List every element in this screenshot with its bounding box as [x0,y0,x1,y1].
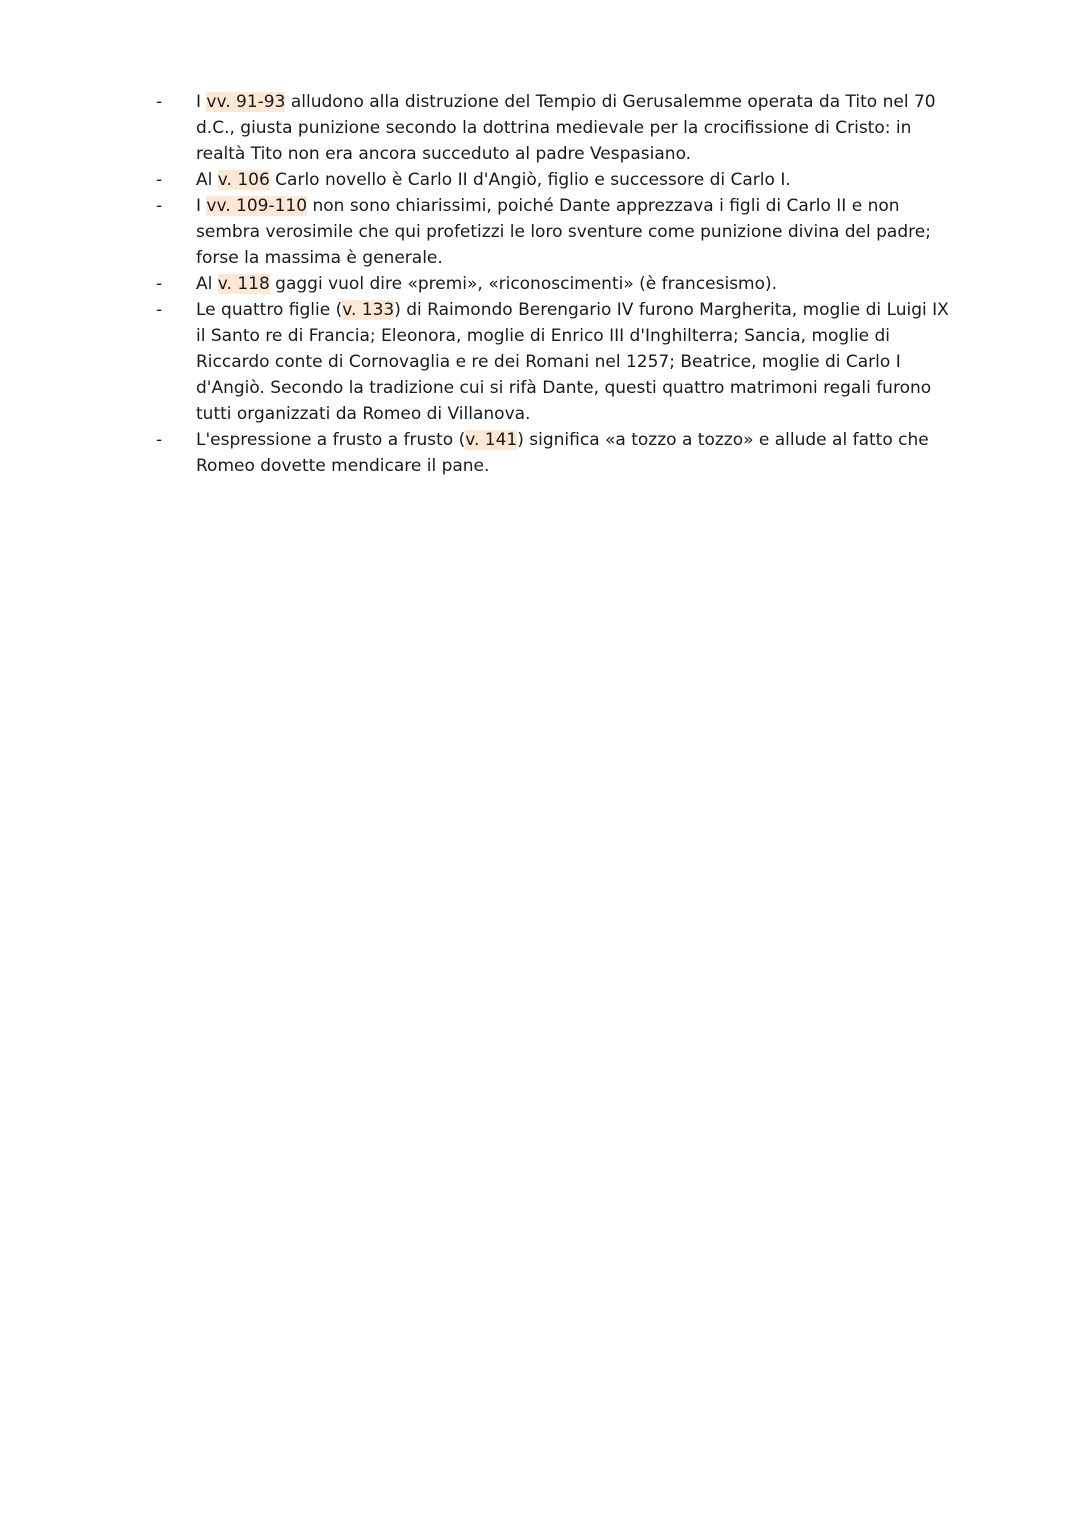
note-text: I [196,92,207,112]
note-text: Le quattro figlie ( [196,300,343,320]
note-text: L'espressione a frusto a frusto ( [196,430,466,450]
note-item [150,297,960,427]
verse-reference: v. 106 [217,170,270,190]
bullet-dash: - [156,92,163,112]
note-item [150,89,960,167]
bullet-dash: - [156,170,163,190]
note-item [150,427,960,479]
note-text: I [196,196,207,216]
note-text: ) significa «a tozzo a tozzo» e allude al fatto che Romeo dovette mendicare il pane. [196,430,929,476]
note-text: gaggi vuol dire «premi», «riconoscimenti» (è francesismo). [269,274,778,294]
verse-reference: vv. 91-93 [206,92,286,112]
note-item [150,193,960,271]
verse-reference: v. 141 [465,430,518,450]
note-text: Carlo novello è Carlo II d'Angiò, figlio e successore di Carlo I. [269,170,791,190]
note-text: non sono chiarissimi, poiché Dante apprezzava i figli di Carlo II e non sembra verosimile che qui profetizzi le loro sventure come punizione divina del padre; forse la massima è generale. [196,196,931,268]
note-text: alludono alla distruzione del Tempio di Gerusalemme operata da Tito nel 70 d.C., giusta punizione secondo la dottrina medievale per la crocifissione di Cristo: in realtà Tito non era ancora succeduto al padre Vespasiano. [196,92,936,164]
bullet-dash: - [156,430,163,450]
note-item [150,167,960,193]
bullet-dash: - [156,274,163,294]
verse-reference: v. 118 [217,274,270,294]
note-item [150,271,960,297]
bullet-dash: - [156,196,163,216]
note-text: Al [196,274,218,294]
notes-list [150,89,960,479]
note-text: Al [196,170,218,190]
verse-reference: vv. 109-110 [206,196,308,216]
note-text: ) di Raimondo Berengario IV furono Margherita, moglie di Luigi IX il Santo re di Francia; Eleonora, moglie di Enrico III d'Inghilterra; Sancia, moglie di Riccardo conte di Cornovaglia e re dei Romani nel 1257; Beatrice, moglie di Carlo I d'Angiò. Secondo la tradizione cui si rifà Dante, questi quattro matrimoni regali furono tutti organizzati da Romeo di Villanova. [196,300,949,424]
verse-reference: v. 133 [342,300,395,320]
bullet-dash: - [156,300,163,320]
